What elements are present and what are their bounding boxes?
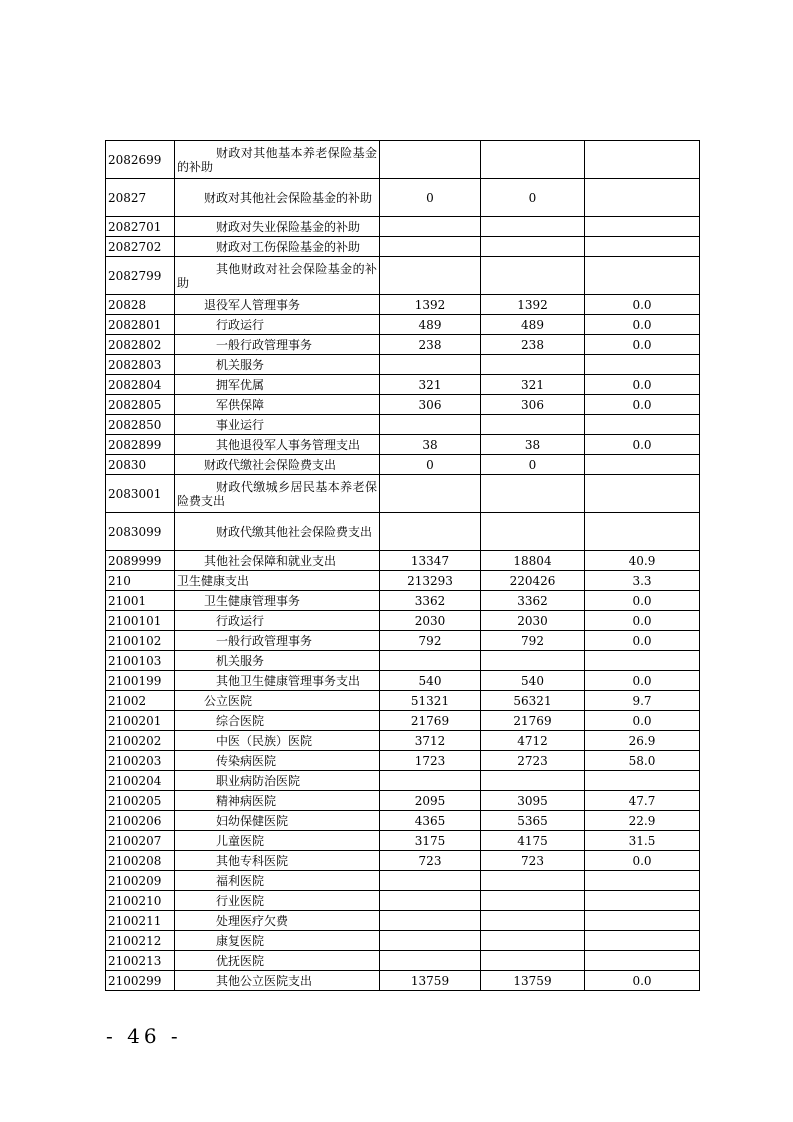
subject-name-cell <box>175 217 380 237</box>
amount-col-2-cell: 21769 <box>481 711 585 731</box>
subject-name-cell <box>175 771 380 791</box>
subject-code-cell: 2083099 <box>106 513 175 551</box>
amount-col-2-cell: 2723 <box>481 751 585 771</box>
subject-name-text: 福利医院 <box>216 873 265 888</box>
amount-col-1-cell <box>380 141 481 179</box>
growth-rate-cell: 0.0 <box>585 315 700 335</box>
budget-table-body <box>106 141 700 991</box>
table-row <box>106 691 700 711</box>
subject-name-cell <box>175 951 380 971</box>
amount-col-1-cell: 321 <box>380 375 481 395</box>
subject-name-text: 机关服务 <box>216 653 265 668</box>
subject-name-cell <box>175 237 380 257</box>
growth-rate-cell: 26.9 <box>585 731 700 751</box>
growth-rate-cell <box>585 951 700 971</box>
subject-code-cell: 2100206 <box>106 811 175 831</box>
subject-name-text: 康复医院 <box>216 933 265 948</box>
amount-col-1-cell: 0 <box>380 455 481 475</box>
amount-col-2-cell <box>481 771 585 791</box>
amount-col-2-cell <box>481 141 585 179</box>
amount-col-1-cell: 51321 <box>380 691 481 711</box>
amount-col-1-cell <box>380 415 481 435</box>
subject-name-cell <box>175 691 380 711</box>
growth-rate-cell: 3.3 <box>585 571 700 591</box>
amount-col-2-cell: 540 <box>481 671 585 691</box>
subject-code-cell: 2082850 <box>106 415 175 435</box>
subject-name-cell <box>175 631 380 651</box>
table-row <box>106 651 700 671</box>
growth-rate-cell: 0.0 <box>585 591 700 611</box>
subject-code-cell: 2100103 <box>106 651 175 671</box>
growth-rate-cell: 47.7 <box>585 791 700 811</box>
amount-col-2-cell <box>481 475 585 513</box>
subject-code-cell: 2082702 <box>106 237 175 257</box>
table-row <box>106 315 700 335</box>
subject-code-cell: 21002 <box>106 691 175 711</box>
subject-code-cell: 2100205 <box>106 791 175 811</box>
subject-name-cell <box>175 513 380 551</box>
table-row <box>106 475 700 513</box>
subject-name-text: 优抚医院 <box>216 953 265 968</box>
subject-name-text: 其他公立医院支出 <box>216 973 313 988</box>
amount-col-2-cell: 4712 <box>481 731 585 751</box>
growth-rate-cell: 0.0 <box>585 375 700 395</box>
subject-name-cell <box>175 751 380 771</box>
growth-rate-cell <box>585 455 700 475</box>
subject-code-cell: 2082802 <box>106 335 175 355</box>
subject-name-cell <box>175 931 380 951</box>
growth-rate-cell <box>585 237 700 257</box>
growth-rate-cell: 40.9 <box>585 551 700 571</box>
amount-col-1-cell: 13347 <box>380 551 481 571</box>
subject-name-cell <box>175 141 380 179</box>
subject-name-text: 财政代缴城乡居民基本养老保险费支出 <box>177 479 377 508</box>
amount-col-2-cell: 792 <box>481 631 585 651</box>
growth-rate-cell <box>585 931 700 951</box>
table-row <box>106 931 700 951</box>
subject-name-cell <box>175 179 380 217</box>
amount-col-1-cell <box>380 951 481 971</box>
amount-col-1-cell: 3362 <box>380 591 481 611</box>
subject-name-text: 财政对工伤保险基金的补助 <box>216 239 361 254</box>
subject-name-text: 儿童医院 <box>216 833 265 848</box>
subject-name-text: 职业病防治医院 <box>216 773 301 788</box>
growth-rate-cell: 0.0 <box>585 395 700 415</box>
table-row <box>106 355 700 375</box>
subject-code-cell: 2100202 <box>106 731 175 751</box>
subject-name-text: 妇幼保健医院 <box>216 813 289 828</box>
subject-name-cell <box>175 831 380 851</box>
amount-col-2-cell: 238 <box>481 335 585 355</box>
growth-rate-cell <box>585 771 700 791</box>
amount-col-1-cell: 21769 <box>380 711 481 731</box>
subject-name-cell <box>175 475 380 513</box>
amount-col-1-cell: 723 <box>380 851 481 871</box>
subject-name-cell <box>175 791 380 811</box>
subject-name-cell <box>175 257 380 295</box>
table-row <box>106 455 700 475</box>
page-number: - 46 - <box>106 1024 182 1048</box>
subject-code-cell: 2082804 <box>106 375 175 395</box>
amount-col-1-cell <box>380 771 481 791</box>
subject-name-text: 行政运行 <box>216 613 265 628</box>
subject-code-cell: 2100211 <box>106 911 175 931</box>
subject-name-text: 卫生健康支出 <box>177 573 250 588</box>
amount-col-1-cell <box>380 257 481 295</box>
subject-name-cell <box>175 571 380 591</box>
amount-col-2-cell <box>481 651 585 671</box>
subject-name-cell <box>175 851 380 871</box>
subject-code-cell: 2100210 <box>106 891 175 911</box>
table-row <box>106 179 700 217</box>
amount-col-2-cell: 723 <box>481 851 585 871</box>
amount-col-1-cell: 13759 <box>380 971 481 991</box>
amount-col-1-cell: 489 <box>380 315 481 335</box>
subject-code-cell: 2082805 <box>106 395 175 415</box>
subject-name-text: 一般行政管理事务 <box>216 337 313 352</box>
subject-code-cell: 2082799 <box>106 257 175 295</box>
amount-col-2-cell <box>481 911 585 931</box>
amount-col-2-cell <box>481 871 585 891</box>
amount-col-1-cell: 0 <box>380 179 481 217</box>
amount-col-2-cell: 0 <box>481 455 585 475</box>
subject-name-cell <box>175 375 380 395</box>
growth-rate-cell: 0.0 <box>585 711 700 731</box>
subject-code-cell: 2082803 <box>106 355 175 375</box>
subject-name-text: 其他卫生健康管理事务支出 <box>216 673 361 688</box>
subject-code-cell: 2082899 <box>106 435 175 455</box>
subject-code-cell: 210 <box>106 571 175 591</box>
amount-col-2-cell: 220426 <box>481 571 585 591</box>
amount-col-1-cell <box>380 651 481 671</box>
amount-col-1-cell: 1392 <box>380 295 481 315</box>
subject-name-text: 传染病医院 <box>216 753 277 768</box>
growth-rate-cell <box>585 651 700 671</box>
subject-name-cell <box>175 355 380 375</box>
amount-col-2-cell <box>481 217 585 237</box>
amount-col-1-cell <box>380 217 481 237</box>
subject-code-cell: 2100209 <box>106 871 175 891</box>
subject-name-cell <box>175 811 380 831</box>
growth-rate-cell: 0.0 <box>585 631 700 651</box>
growth-rate-cell: 0.0 <box>585 335 700 355</box>
subject-name-text: 退役军人管理事务 <box>204 297 301 312</box>
table-row <box>106 731 700 751</box>
growth-rate-cell: 58.0 <box>585 751 700 771</box>
subject-code-cell: 2082701 <box>106 217 175 237</box>
subject-code-cell: 2089999 <box>106 551 175 571</box>
subject-code-cell: 2100213 <box>106 951 175 971</box>
subject-name-text: 事业运行 <box>216 417 265 432</box>
amount-col-1-cell: 3175 <box>380 831 481 851</box>
amount-col-1-cell <box>380 871 481 891</box>
subject-code-cell: 2100212 <box>106 931 175 951</box>
subject-name-cell <box>175 731 380 751</box>
subject-name-cell <box>175 651 380 671</box>
subject-name-text: 处理医疗欠费 <box>216 913 289 928</box>
subject-name-cell <box>175 591 380 611</box>
subject-name-cell <box>175 295 380 315</box>
growth-rate-cell <box>585 179 700 217</box>
amount-col-1-cell <box>380 237 481 257</box>
amount-col-1-cell: 2095 <box>380 791 481 811</box>
growth-rate-cell: 0.0 <box>585 971 700 991</box>
subject-name-cell <box>175 335 380 355</box>
table-row <box>106 217 700 237</box>
subject-name-text: 财政代缴社会保险费支出 <box>204 457 337 472</box>
subject-name-cell <box>175 395 380 415</box>
amount-col-1-cell: 238 <box>380 335 481 355</box>
growth-rate-cell: 0.0 <box>585 435 700 455</box>
subject-code-cell: 2100201 <box>106 711 175 731</box>
table-row <box>106 395 700 415</box>
subject-code-cell: 21001 <box>106 591 175 611</box>
amount-col-2-cell: 321 <box>481 375 585 395</box>
subject-name-cell <box>175 911 380 931</box>
amount-col-2-cell <box>481 415 585 435</box>
subject-name-text: 其他财政对社会保险基金的补助 <box>177 261 377 290</box>
subject-name-cell <box>175 891 380 911</box>
subject-name-cell <box>175 971 380 991</box>
subject-name-text: 财政对其他基本养老保险基金的补助 <box>177 145 377 174</box>
subject-name-text: 行业医院 <box>216 893 265 908</box>
subject-code-cell: 2082801 <box>106 315 175 335</box>
table-row <box>106 871 700 891</box>
amount-col-2-cell <box>481 951 585 971</box>
amount-col-2-cell: 3362 <box>481 591 585 611</box>
subject-name-text: 综合医院 <box>216 713 265 728</box>
amount-col-1-cell: 540 <box>380 671 481 691</box>
growth-rate-cell <box>585 911 700 931</box>
subject-code-cell: 2100207 <box>106 831 175 851</box>
subject-code-cell: 2100199 <box>106 671 175 691</box>
growth-rate-cell <box>585 217 700 237</box>
growth-rate-cell <box>585 415 700 435</box>
amount-col-2-cell: 2030 <box>481 611 585 631</box>
growth-rate-cell: 0.0 <box>585 295 700 315</box>
growth-rate-cell: 0.0 <box>585 851 700 871</box>
growth-rate-cell: 0.0 <box>585 671 700 691</box>
amount-col-1-cell <box>380 911 481 931</box>
subject-name-text: 军供保障 <box>216 397 265 412</box>
table-row <box>106 257 700 295</box>
subject-name-text: 中医（民族）医院 <box>216 733 313 748</box>
table-row <box>106 435 700 455</box>
table-row <box>106 751 700 771</box>
amount-col-1-cell: 38 <box>380 435 481 455</box>
table-row <box>106 141 700 179</box>
growth-rate-cell <box>585 513 700 551</box>
amount-col-2-cell: 306 <box>481 395 585 415</box>
table-row <box>106 911 700 931</box>
subject-code-cell: 2082699 <box>106 141 175 179</box>
subject-name-cell <box>175 611 380 631</box>
subject-name-cell <box>175 711 380 731</box>
subject-name-text: 拥军优属 <box>216 377 265 392</box>
subject-name-text: 财政对其他社会保险基金的补助 <box>204 190 373 205</box>
growth-rate-cell: 9.7 <box>585 691 700 711</box>
table-row <box>106 851 700 871</box>
amount-col-2-cell: 3095 <box>481 791 585 811</box>
table-row <box>106 791 700 811</box>
table-row <box>106 971 700 991</box>
table-row <box>106 671 700 691</box>
subject-name-cell <box>175 415 380 435</box>
amount-col-1-cell: 2030 <box>380 611 481 631</box>
amount-col-1-cell: 3712 <box>380 731 481 751</box>
amount-col-2-cell: 1392 <box>481 295 585 315</box>
amount-col-2-cell: 18804 <box>481 551 585 571</box>
amount-col-1-cell: 4365 <box>380 811 481 831</box>
amount-col-2-cell: 38 <box>481 435 585 455</box>
table-row <box>106 611 700 631</box>
growth-rate-cell: 0.0 <box>585 611 700 631</box>
subject-code-cell: 2100101 <box>106 611 175 631</box>
subject-name-text: 精神病医院 <box>216 793 277 808</box>
subject-code-cell: 20830 <box>106 455 175 475</box>
amount-col-1-cell <box>380 513 481 551</box>
amount-col-2-cell: 489 <box>481 315 585 335</box>
subject-code-cell: 2100102 <box>106 631 175 651</box>
table-row <box>106 811 700 831</box>
table-row <box>106 551 700 571</box>
amount-col-2-cell <box>481 237 585 257</box>
amount-col-2-cell: 5365 <box>481 811 585 831</box>
growth-rate-cell <box>585 355 700 375</box>
growth-rate-cell <box>585 475 700 513</box>
subject-name-cell <box>175 871 380 891</box>
amount-col-2-cell <box>481 931 585 951</box>
subject-name-text: 行政运行 <box>216 317 265 332</box>
amount-col-1-cell <box>380 891 481 911</box>
subject-code-cell: 2100203 <box>106 751 175 771</box>
subject-code-cell: 2083001 <box>106 475 175 513</box>
amount-col-1-cell: 1723 <box>380 751 481 771</box>
amount-col-2-cell <box>481 257 585 295</box>
subject-code-cell: 20827 <box>106 179 175 217</box>
growth-rate-cell: 31.5 <box>585 831 700 851</box>
amount-col-1-cell: 792 <box>380 631 481 651</box>
amount-col-2-cell: 4175 <box>481 831 585 851</box>
subject-name-text: 其他社会保障和就业支出 <box>204 553 337 568</box>
subject-name-text: 财政代缴其他社会保险费支出 <box>216 524 373 539</box>
subject-code-cell: 2100204 <box>106 771 175 791</box>
amount-col-1-cell: 306 <box>380 395 481 415</box>
subject-name-text: 财政对失业保险基金的补助 <box>216 219 361 234</box>
subject-name-cell <box>175 455 380 475</box>
amount-col-2-cell: 56321 <box>481 691 585 711</box>
subject-name-text: 其他专科医院 <box>216 853 289 868</box>
subject-name-text: 一般行政管理事务 <box>216 633 313 648</box>
subject-name-text: 卫生健康管理事务 <box>204 593 301 608</box>
subject-name-text: 公立医院 <box>204 693 253 708</box>
growth-rate-cell <box>585 871 700 891</box>
subject-name-cell <box>175 315 380 335</box>
table-row <box>106 771 700 791</box>
subject-name-cell <box>175 435 380 455</box>
growth-rate-cell: 22.9 <box>585 811 700 831</box>
table-row <box>106 591 700 611</box>
amount-col-2-cell <box>481 355 585 375</box>
table-row <box>106 711 700 731</box>
subject-name-cell <box>175 551 380 571</box>
table-row <box>106 831 700 851</box>
table-row <box>106 415 700 435</box>
table-row <box>106 951 700 971</box>
table-row <box>106 375 700 395</box>
budget-table <box>105 140 700 991</box>
subject-code-cell: 2100299 <box>106 971 175 991</box>
subject-code-cell: 2100208 <box>106 851 175 871</box>
table-row <box>106 295 700 315</box>
subject-name-cell <box>175 671 380 691</box>
amount-col-1-cell: 213293 <box>380 571 481 591</box>
table-row <box>106 891 700 911</box>
table-row <box>106 237 700 257</box>
subject-name-text: 机关服务 <box>216 357 265 372</box>
amount-col-2-cell: 13759 <box>481 971 585 991</box>
amount-col-1-cell <box>380 355 481 375</box>
table-row <box>106 571 700 591</box>
amount-col-2-cell <box>481 891 585 911</box>
amount-col-2-cell <box>481 513 585 551</box>
growth-rate-cell <box>585 257 700 295</box>
growth-rate-cell <box>585 891 700 911</box>
table-row <box>106 335 700 355</box>
amount-col-2-cell: 0 <box>481 179 585 217</box>
amount-col-1-cell <box>380 475 481 513</box>
table-row <box>106 513 700 551</box>
growth-rate-cell <box>585 141 700 179</box>
subject-name-text: 其他退役军人事务管理支出 <box>216 437 361 452</box>
subject-code-cell: 20828 <box>106 295 175 315</box>
amount-col-1-cell <box>380 931 481 951</box>
table-row <box>106 631 700 651</box>
